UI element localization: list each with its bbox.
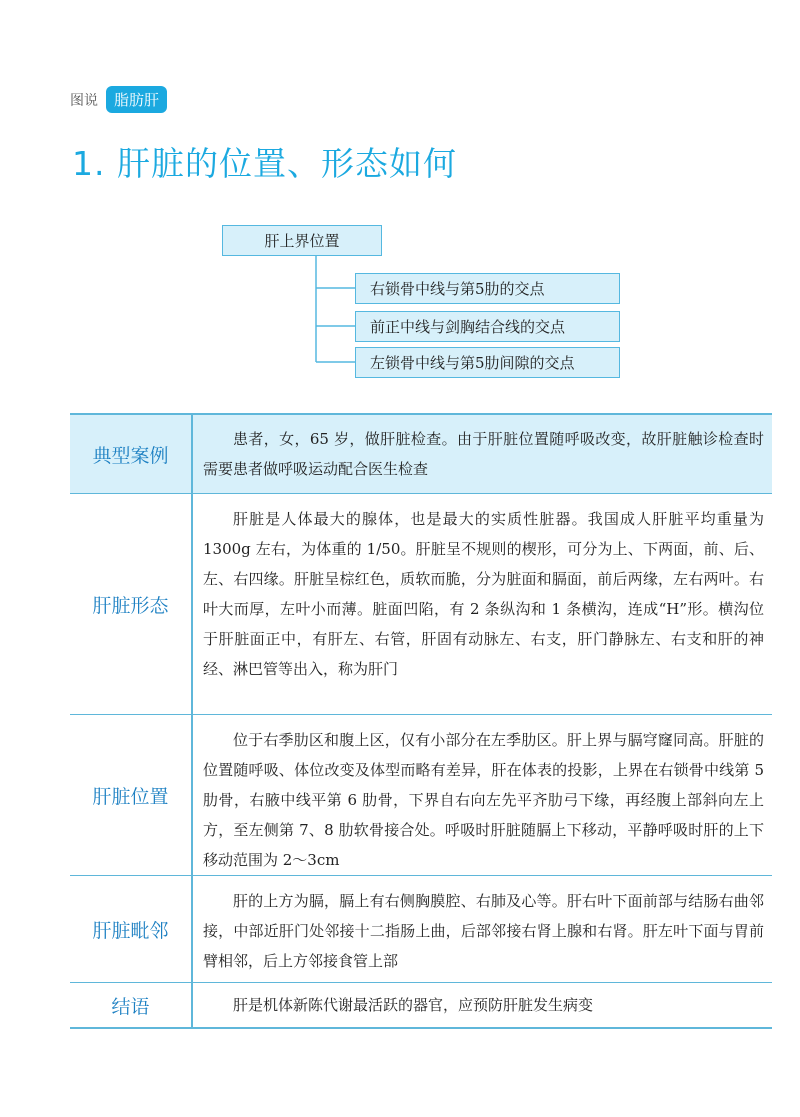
page-header <box>70 86 167 113</box>
diagram-child-box: 左锁骨中线与第5肋间隙的交点 <box>355 347 620 378</box>
row-text: 患者，女，65 岁，做肝脏检查。由于肝脏位置随呼吸改变，故肝脏触诊检查时需要患者做呼吸运动配合医生检查 <box>203 430 764 478</box>
row-label: 肝脏形态 <box>70 494 193 714</box>
row-content <box>193 983 772 1027</box>
diagram-child-box: 前正中线与剑胸结合线的交点 <box>355 311 620 342</box>
row-content: 肝的上方为膈，膈上有右侧胸膜腔、右肺及心等。肝右叶下面前部与结肠右曲邻接，中部近肝门处邻接十二指肠上曲，后部邻接右肾上腺和右肾。肝左叶下面与胃前臂相邻，后上方邻接食管上部 <box>203 892 764 970</box>
row-text: 肝是机体新陈代谢最活跃的器官，应预防肝脏发生病变 <box>233 996 594 1014</box>
series-name: 图说 <box>70 92 98 109</box>
row-content: 肝脏是人体最大的腺体，也是最大的实质性脏器。我国成人肝脏平均重量为 1300g 左右，为体重的 1/50。肝脏呈不规则的楔形，可分为上、下两面，前、后、左、右四缘。肝脏呈棕红色，质软而脆，分为脏面和膈面，前后两缘，左右两叶。右叶大而厚，左叶小而薄。脏面凹陷，有 2 条纵沟和 1 条横沟，连成“H”形。横沟位于肝脏面正中，有肝左、右管，肝固有动脉左、右支，肝门静脉左、右支和肝的神经、淋巴管等出入，称为肝门 <box>203 510 764 678</box>
table-row <box>70 876 772 983</box>
row-label: 肝脏毗邻 <box>70 876 193 982</box>
row-content <box>193 415 772 493</box>
diagram-root-box: 肝上界位置 <box>222 225 382 256</box>
row-label: 肝脏位置 <box>70 715 193 875</box>
row-label: 典型案例 <box>70 415 193 493</box>
table-row <box>70 983 772 1027</box>
book-badge: 脂肪肝 <box>106 86 167 113</box>
table-row <box>70 415 772 494</box>
table-row <box>70 494 772 715</box>
table-row <box>70 715 772 876</box>
row-content: 位于右季肋区和腹上区，仅有小部分在左季肋区。肝上界与膈穹窿同高。肝脏的位置随呼吸、体位改变及体型而略有差异，肝在体表的投影，上界在右锁骨中线第 5 肋骨，右腋中线平第 6 肋骨，下界自右向左先平齐肋弓下缘，再经腹上部斜向左上方，至左侧第 7、8 肋软骨接合处。呼吸时肝脏随膈上下移动，平静呼吸时肝的上下移动范围为 2～3cm <box>203 731 764 869</box>
diagram-child-box: 右锁骨中线与第5肋的交点 <box>355 273 620 304</box>
row-label: 结语 <box>70 983 193 1027</box>
info-table <box>70 413 772 1029</box>
page-title: 1. 肝脏的位置、形态如何 <box>72 144 457 183</box>
